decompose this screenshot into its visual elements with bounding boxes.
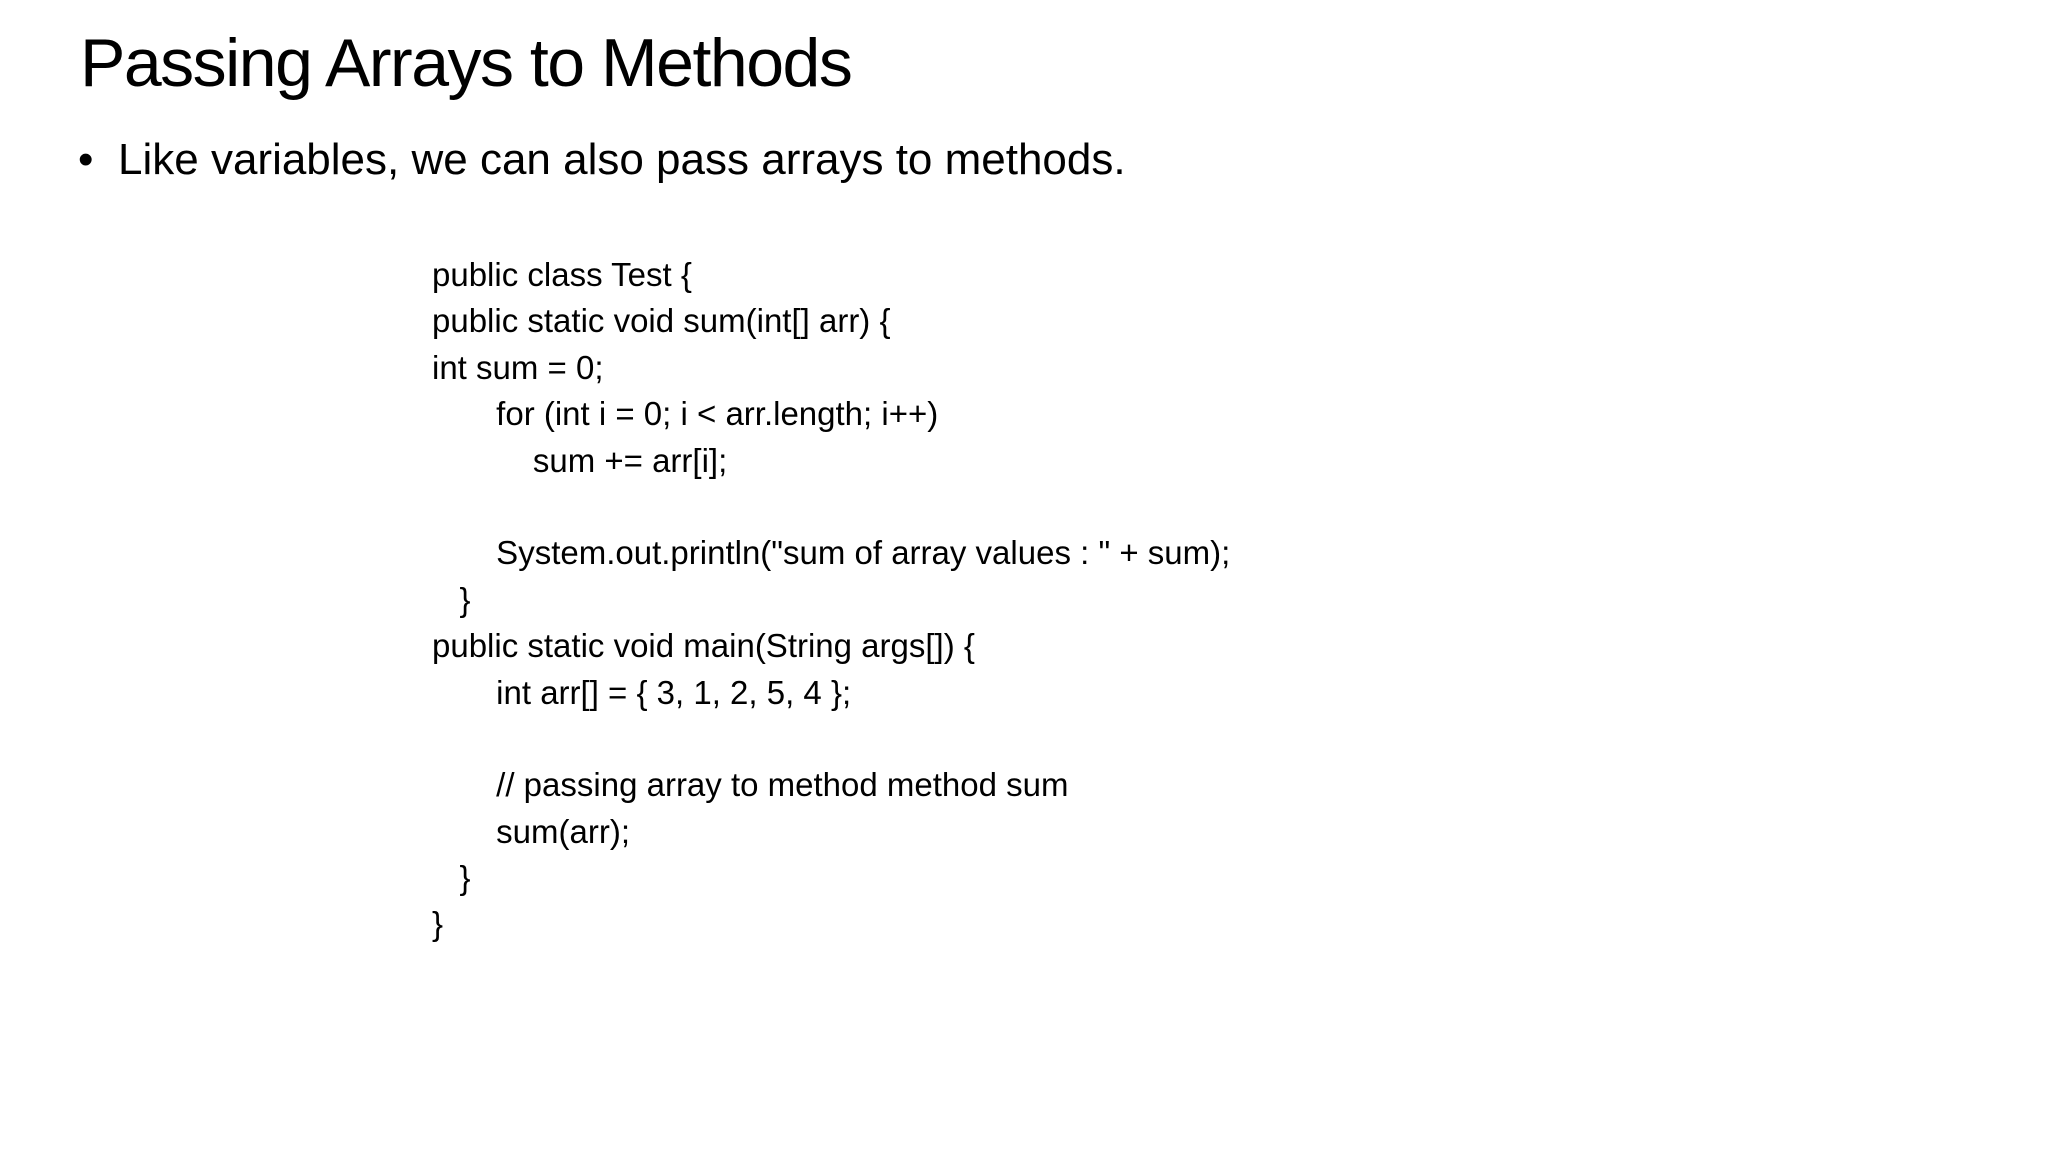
- bullet-icon: •: [78, 135, 94, 184]
- code-line: // passing array to method method sum: [432, 766, 1069, 804]
- code-line: public static void main(String args[]) {: [432, 627, 975, 665]
- code-line: }: [432, 905, 444, 943]
- code-line: }: [432, 580, 471, 618]
- code-line: [432, 484, 1230, 530]
- code-line: public static void sum(int[] arr) {: [432, 302, 891, 340]
- code-line: for (int i = 0; i < arr.length; i++): [432, 395, 939, 433]
- code-line: sum(arr);: [432, 812, 630, 850]
- code-line: System.out.println("sum of array values : " + sum);: [432, 534, 1231, 572]
- code-line: int sum = 0;: [432, 348, 604, 386]
- code-line: sum += arr[i];: [432, 441, 728, 479]
- code-line: [432, 716, 1230, 762]
- bullet-text: Like variables, we can also pass arrays to methods.: [118, 135, 1126, 184]
- code-line: int arr[] = { 3, 1, 2, 5, 4 };: [432, 673, 852, 711]
- code-block: [432, 252, 1230, 948]
- code-line: public class Test {: [432, 256, 692, 293]
- code-line: }: [432, 859, 471, 897]
- bullet-item: [78, 130, 1126, 190]
- slide-title: Passing Arrays to Methods: [80, 25, 852, 101]
